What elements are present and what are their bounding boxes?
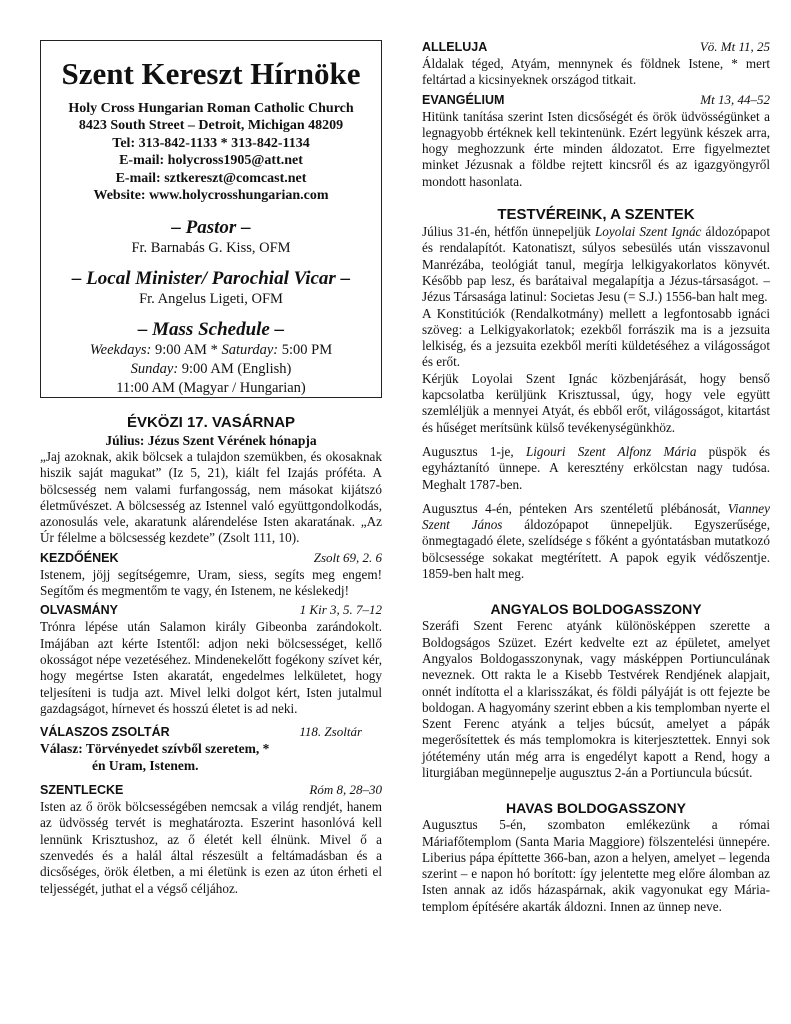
szentlecke-text: Isten az ő örök bölcsességében nemcsak a világ rendjét, hanem az üdvösség tervét is meghatározta. Eszerint hasonlóvá kell lennünk Krisztushoz, az ő életét kell élnünk. Mivel ő a szenvedés és a halál által részesült a feltámadásban és a dicsőséges, örök életben, a mi életünk is ezen az úton érheti el teljességét, juthat el a végső céljához.	[40, 799, 382, 896]
olvasmany-reference: 1 Kir 3, 5. 7–12	[299, 602, 382, 618]
angyalos-text: Szeráfi Szent Ferenc atyánk különösképpen szerette a Boldogságos Szüzet. Ezért kedvelte ezt az épületet, amelyet Angyalos Boldogasszonynak, vagy másképpen Portiunculának neveznek. Ott rakta le a Kisebb Testvérek Rendjének alapjait, onnét indította el a klarisszákat, és földi pályáját is ott fejezte be boldogan. A hagyomány szerint ebben a kis templomban nyerte el Szent Ferenc atyánk a teljes búcsút, amelyet a pápák megerősítettek és más templomokra is kiterjesztettek. Ennyi sok jótétemény után még arra is engedélyt kapott a Rend, hogy a liturgiában megünnepelje augusztus 2-án a Portiuncula búcsút.	[422, 618, 770, 780]
zsoltar-response-1: Válasz: Törvényedet szívből szeretem, *	[40, 741, 270, 757]
kezdoenek-label: KEZDŐÉNEK	[40, 550, 119, 565]
weekday-schedule	[41, 341, 381, 360]
havas-heading: HAVAS BOLDOGASSZONY	[506, 800, 686, 817]
church-website[interactable]: Website: www.holycrosshungarian.com	[93, 188, 329, 204]
sunday-label: Sunday:	[130, 360, 179, 377]
szentlecke-row	[40, 781, 382, 799]
masthead-box	[40, 40, 382, 398]
alfonz-paragraph	[422, 444, 770, 493]
zsoltar-response-2: én Uram, Istenem.	[92, 757, 199, 773]
alleluja-text: Áldalak téged, Atyám, mennynek és földnek Istene, * mert feltártad a kicsinyeknek országod titkait.	[422, 56, 770, 88]
evangelium-reference: Mt 13, 44–52	[700, 91, 770, 107]
ignac-paragraph-3: Kérjük Loyolai Szent Ignác közbenjárását, hogy benső kapcsolatba kerüljünk Krisztussal, úgy, hogy vele együtt szemléljük a mennyei Atyát, és ebből erőt, világosságot, kitartást és hűséget merítsünk külső tevékenységünkhöz.	[422, 370, 770, 435]
vianney-name: Vianney Szent János	[422, 500, 770, 533]
havas-text: Augusztus 5-én, szombaton emlékezünk a római Máriafőtemplom (Santa Maria Maggiore) fölszentelési ünnepére. Liberius pápa építtette 366-ban, azon a helyen, amelyet – legenda szerint – e napon hó borított: így jelentette meg előre álomban az Isten annak az idős házaspárnak, akik vagyonukat egy Mária-templom építésére akarták áldozni. Innen az ünnep neve.	[422, 817, 770, 914]
saturday-label: Saturday:	[221, 341, 279, 358]
kezdoenek-row	[40, 549, 382, 567]
ignac-text-b: áldozópapot és rendalapítót. Katonatiszt, súlyos sebesülés után visszavonul Manrézába, teológiát tanul, megírja lelkigyakorlatos könyvét. Később pap lesz, és barátaival megalapítja a Jézus-társaságot. – Jézus Társasága latinul: Societas Jesu (= S.J.) 1556-ban halt meg.	[422, 224, 770, 305]
sunday-schedule-hungarian: 11:00 AM (Magyar / Hungarian)	[116, 379, 306, 396]
church-phone: Tel: 313-842-1133 * 313-842-1134	[112, 135, 310, 151]
alleluja-reference: Vö. Mt 11, 25	[699, 39, 770, 54]
saturday-time: 5:00 PM	[281, 341, 333, 358]
pastor-label: – Pastor –	[171, 216, 251, 238]
zsoltar-reference: 118. Zsoltár	[299, 724, 362, 740]
olvasmany-row	[40, 601, 382, 619]
left-column	[40, 414, 382, 897]
church-email-2[interactable]: E-mail: sztkereszt@comcast.net	[115, 170, 307, 186]
vicar-name: Fr. Angelus Ligeti, OFM	[139, 290, 283, 307]
ignac-name: Loyolai Szent Ignác	[594, 224, 702, 240]
sunday-schedule	[41, 360, 381, 379]
sunday-heading: ÉVKÖZI 17. VASÁRNAP	[126, 414, 296, 431]
szentlecke-label: SZENTLECKE	[40, 783, 124, 798]
evangelium-text: Hitünk tanítása szerint Isten dicsőségét és örök üdvösségünket a legnagyobb értéknek kell tekintenünk. Ezért legyünk készek arra, hogy meghozzunk érte minden áldozatot. Erre figyelmeztet minket Jézusnak a földbe rejtett kincsről és az igazgyöngyről mondott hasonlata.	[422, 108, 770, 189]
zsoltar-row	[40, 723, 382, 741]
szentlecke-reference: Róm 8, 28–30	[309, 782, 382, 798]
kezdoenek-reference: Zsolt 69, 2. 6	[313, 549, 382, 565]
vianney-text-b: áldozópapot ünnepeljük. Egyszerűsége, önmegtagadó élete, szelídsége s főként a gyóntatásban mutatkozó bölcsessége sokakat megtérített. A papok egyik védőszentje. 1859-ben halt meg.	[422, 517, 770, 582]
month-subheading: Július: Jézus Szent Vérének hónapja	[105, 433, 317, 448]
right-column	[422, 38, 770, 915]
alleluja-row	[422, 38, 770, 56]
ignac-text-a: Július 31-én, hétfőn ünnepeljük	[422, 224, 595, 240]
alfonz-name: Ligouri Szent Alfonz Mária	[525, 443, 697, 459]
alfonz-text-a: Augusztus 1-je,	[422, 443, 526, 459]
sunday-time: 9:00 AM (English)	[181, 360, 292, 377]
mass-schedule-label: – Mass Schedule –	[137, 318, 285, 340]
weekdays-label: Weekdays:	[89, 341, 152, 358]
church-name: Holy Cross Hungarian Roman Catholic Church	[68, 100, 354, 116]
kezdoenek-text: Istenem, jöjj segítségemre, Uram, siess, segíts meg engem! Segítőm és megmentőm te vagy, én Istenem, ne késlekedj!	[40, 566, 382, 599]
ignac-paragraph-2: A Konstitúciók (Rendalkotmány) mellett a legfontosabb ignáci szöveg: a Lelkigyakorlatok; ezekből forrászik ma is a jezsuita lelkiség, és a jezsuita ezekből meríti küldetéséhez a világosságot és erőt.	[422, 305, 770, 370]
angyalos-heading: ANGYALOS BOLDOGASSZONY	[490, 601, 702, 618]
alleluja-label: ALLELUJA	[422, 40, 488, 54]
evangelium-row	[422, 91, 770, 109]
ignac-paragraph-1	[422, 224, 770, 305]
intro-paragraph: „Jaj azoknak, akik bölcsek a tulajdon szemükben, és okosaknak hiszik saját magukat” (Iz 5, 21), kiált fel Izajás próféta. A bölcsesség nem valami furfangosság, nem másokat kijátszó életművészet. A bölcsesség az Istennel való együttgondolkodás, azonosulás vele, akaratunk alárendelése Isten akaratának. „Az Úr félelme a bölcsesség kezdete” (Zsolt 111, 10).	[40, 449, 382, 546]
vianney-paragraph	[422, 501, 770, 582]
alfonz-text-b: püspök és egyháztanító ünnepe. A keresztény erkölcstan nagy tudósa. Meghalt 1787-ben.	[422, 443, 770, 492]
vicar-label: – Local Minister/ Parochial Vicar –	[71, 267, 351, 289]
church-email-1[interactable]: E-mail: holycross1905@att.net	[119, 153, 303, 169]
olvasmany-label: OLVASMÁNY	[40, 603, 119, 618]
vianney-text-a: Augusztus 4-én, pénteken Ars szentéletű plébánosát,	[422, 500, 728, 516]
evangelium-label: EVANGÉLIUM	[422, 92, 505, 107]
pastor-name: Fr. Barnabás G. Kiss, OFM	[131, 239, 291, 256]
testvereink-heading: TESTVÉREINK, A SZENTEK	[497, 206, 695, 224]
weekdays-time: 9:00 AM *	[154, 341, 218, 358]
olvasmany-text: Trónra lépése után Salamon király Gibeonba zarándokolt. Imájában azt kérte Istentől: adjon neki bölcsességet, kellő okosságot népe vezetéséhez. Mindenekelőtt fogékony szívet kér, hogy megértse Isten akaratát, engedelmes lelkületet, hogy teljesíteni is tudja azt. Mivel lelki dolgot kért, Isten jutalmul gazdagságot, hírnevet és hosszú életet is ad neki.	[40, 619, 382, 716]
church-address: 8423 South Street – Detroit, Michigan 48209	[78, 118, 344, 134]
newsletter-title: Szent Kereszt Hírnöke	[61, 56, 361, 91]
zsoltar-label: VÁLASZOS ZSOLTÁR	[40, 725, 170, 740]
